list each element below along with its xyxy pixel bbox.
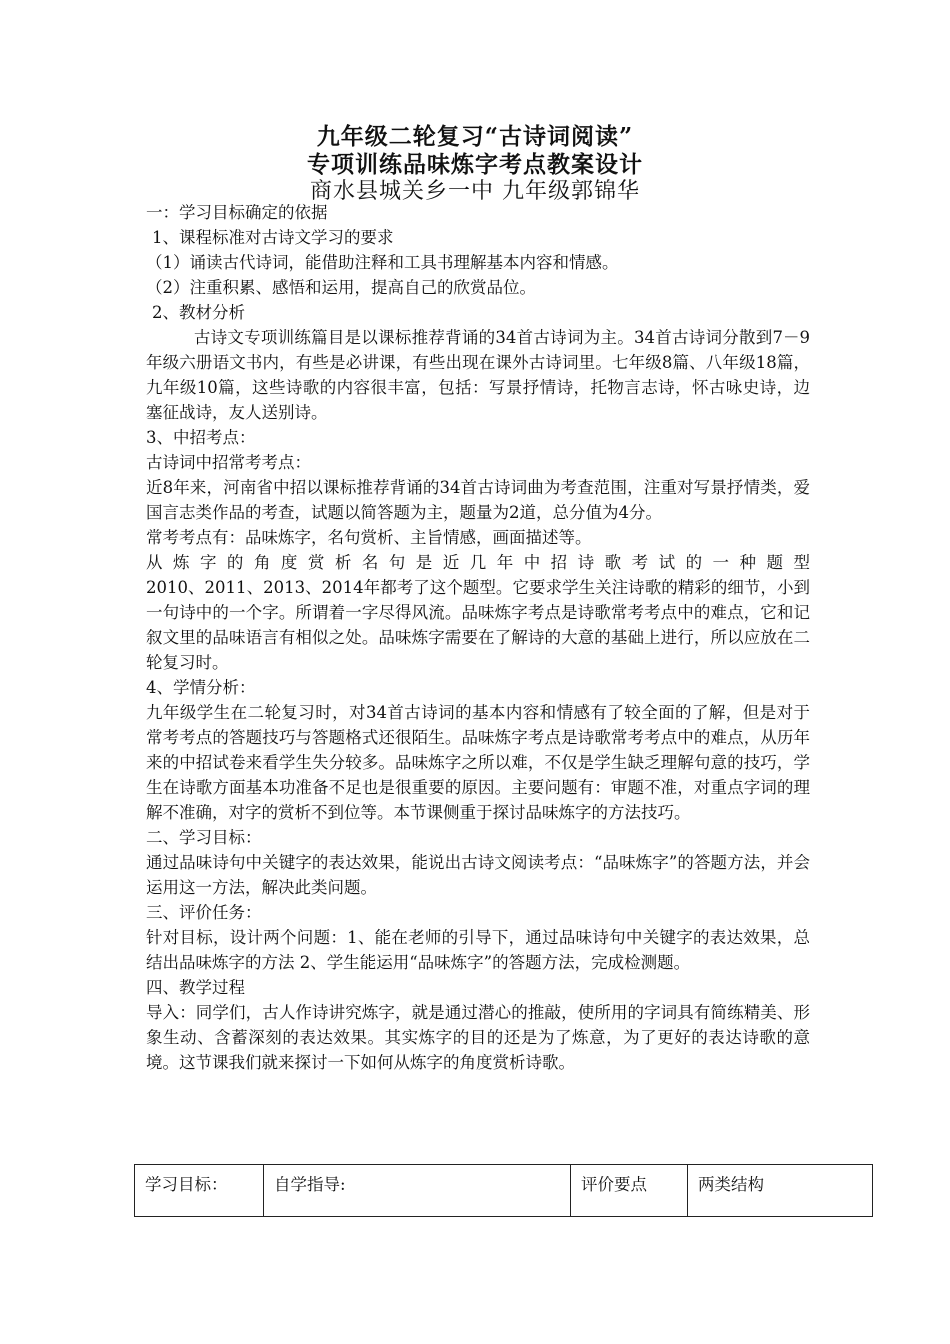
subheading-textbook: 2、教材分析 [152, 303, 245, 322]
table-cell-evaluation-points: 评价要点 [571, 1165, 688, 1217]
document-title-line2: 专项训练品味炼字考点教案设计 [307, 151, 643, 178]
document-title-line1: 九年级二轮复习“古诗词阅读” [316, 123, 634, 150]
table-row [135, 1165, 873, 1217]
section-heading-4: 四、教学过程 [146, 978, 245, 997]
paragraph-word-refining-line1: 从炼字的角度赏析名句是近几年中招诗歌考试的一种题型 [146, 553, 810, 572]
author-line: 商水县城关乡一中 九年级郭锦华 [310, 179, 640, 204]
table-cell-learning-goal: 学习目标： [135, 1165, 264, 1217]
subheading-exam-points: 3、中招考点： [146, 428, 256, 447]
table-cell-structure: 两类结构 [688, 1165, 873, 1217]
document-body [146, 200, 810, 1075]
paragraph-evaluation-tasks: 针对目标，设计两个问题：1、能在老师的引导下，通过品味诗句中关键字的表达效果，总结出品味炼字的方法 2、学生能运用“品味炼字”的答题方法，完成检测题。 [146, 928, 810, 972]
paragraph-common-points-label: 古诗词中招常考考点： [146, 453, 311, 472]
paragraph-student-analysis: 九年级学生在二轮复习时，对34首古诗词的基本内容和情感有了较全面的了解，但是对于常考考点的答题技巧与答题格式还很陌生。品味炼字考点是诗歌常考考点中的难点，从历年来的中招试卷来看学生失分较多。品味炼字之所以难，不仅是学生缺乏理解句意的技巧，学生在诗歌方面基本功准备不足也是很重要的原因。主要问题有：审题不准，对重点字词的理解不准确，对字的赏析不到位等。本节课侧重于探讨品味炼字的方法技巧。 [146, 703, 810, 822]
list-item-1: （1）诵读古代诗词，能借助注释和工具书理解基本内容和情感。 [146, 253, 619, 272]
paragraph-textbook-analysis: 古诗文专项训练篇目是以课标推荐背诵的34首古诗词为主。34首古诗词分散到7－9年级六册语文书内，有些是必讲课，有些出现在课外古诗词里。七年级8篇、八年级18篇，九年级10篇，这些诗歌的内容很丰富，包括：写景抒情诗，托物言志诗，怀古咏史诗，边塞征战诗，友人送别诗。 [146, 328, 810, 422]
section-heading-1: 一：学习目标确定的依据 [146, 203, 328, 222]
paragraph-exam-history: 近8年来，河南省中招以课标推荐背诵的34首古诗词曲为考查范围，注重对写景抒情类，爱国言志类作品的考查，试题以简答题为主，题量为2道，总分值为4分。 [146, 478, 810, 522]
section-heading-3: 三、评价任务： [146, 903, 262, 922]
paragraph-word-refining: 2010、2011、2013、2014年都考了这个题型。它要求学生关注诗歌的精彩的细节，小到一句诗中的一个字。所谓着一字尽得风流。品味炼字考点是诗歌常考考点中的难点，它和记叙文里的品味语言有相似之处。品味炼字需要在了解诗的大意的基础上进行，所以应放在二轮复习时。 [146, 578, 810, 672]
subheading-curriculum: 1、课程标准对古诗文学习的要求 [152, 228, 394, 247]
subheading-student-analysis: 4、学情分析： [146, 678, 256, 697]
section-heading-2: 二、学习目标： [146, 828, 262, 847]
paragraph-common-points: 常考考点有：品味炼字，名句赏析、主旨情感，画面描述等。 [146, 528, 592, 547]
paragraph-introduction: 导入：同学们，古人作诗讲究炼字，就是通过潜心的推敲，使所用的字词具有简练精美、形象生动、含蓄深刻的表达效果。其实炼字的目的还是为了炼意，为了更好的表达诗歌的意境。这节课我们就来探讨一下如何从炼字的角度赏析诗歌。 [146, 1003, 810, 1072]
list-item-2: （2）注重积累、感悟和运用，提高自己的欣赏品位。 [146, 278, 536, 297]
table-cell-self-study: 自学指导: [264, 1165, 571, 1217]
lesson-plan-table [134, 1164, 873, 1217]
paragraph-learning-goal: 通过品味诗句中关键字的表达效果，能说出古诗文阅读考点：“品味炼字”的答题方法，并会运用这一方法，解决此类问题。 [146, 853, 810, 897]
